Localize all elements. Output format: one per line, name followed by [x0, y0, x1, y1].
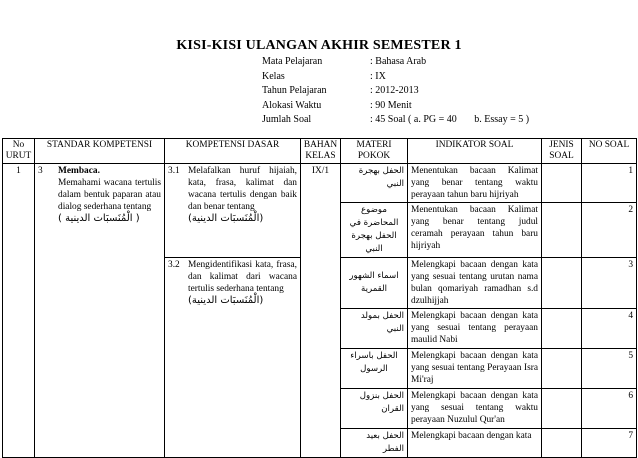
no-soal-cell: 5 [582, 349, 637, 389]
indikator-cell: Melengkapi bacaan dengan kata [408, 429, 542, 458]
table-row [3, 164, 637, 203]
materi-cell: الحفل بنزول القران [341, 389, 408, 429]
header-no-soal: NO SOAL [582, 139, 637, 164]
meta-row [262, 113, 529, 128]
indikator-cell: Melengkapi bacaan dengan kata yang sesuai tentang waktu perayaan Nuzulul Qur'an [408, 389, 542, 429]
header-indikator-soal: INDIKATOR SOAL [408, 139, 542, 164]
kd-content [188, 259, 297, 307]
standar-title: Membaca. [58, 166, 100, 176]
no-soal-cell: 1 [582, 164, 637, 203]
meta-label: Tahun Pelajaran [262, 85, 327, 96]
indikator-cell: Melengkapi bacaan dengan kata yang sesuai tentang perayaan maulid Nabi [408, 309, 542, 349]
kisi-kisi-table [2, 138, 637, 458]
meta-label: Kelas [262, 70, 285, 82]
meta-row [262, 99, 529, 114]
jenis-soal-cell [542, 164, 582, 203]
no-soal-cell: 7 [582, 429, 637, 458]
kd-cell-3-1 [165, 164, 301, 258]
kd-arabic: (الْمُنَسبَات الدينية) [188, 295, 264, 306]
meta-row [262, 84, 529, 99]
kd-content [188, 165, 297, 225]
meta-row [262, 70, 529, 85]
standar-arabic: ( الْمُنَسبَات الدينية ) [58, 213, 140, 224]
jenis-soal-cell [542, 429, 582, 458]
jenis-soal-cell [542, 258, 582, 309]
header-row [3, 139, 637, 164]
meta-value: : 90 Menit [370, 99, 412, 111]
materi-cell: الحفل باسراء الرسول [341, 349, 408, 389]
kd-number: 3.2 [168, 260, 180, 270]
kd-block [168, 165, 297, 225]
kd-block [168, 259, 297, 307]
meta-row [262, 55, 529, 70]
jenis-soal-cell [542, 389, 582, 429]
no-soal-cell: 6 [582, 389, 637, 429]
standar-content [58, 165, 161, 225]
kd-text: Melafalkan huruf hijaiah, kata, frasa, kalimat dan wacana tertulis dengan baik dan benar tentang [188, 166, 297, 212]
materi-cell: الحفل بمولد النبي [341, 309, 408, 349]
indikator-cell: Melengkapi bacaan dengan kata yang sesuai tentang urutan nama bulan qomariyah ramadhan s.d dzulhijjah [408, 258, 542, 309]
meta-value: : IX [370, 70, 386, 82]
meta-block [262, 55, 529, 128]
jenis-soal-cell [542, 203, 582, 258]
kd-text: Mengidentifikasi kata, frasa, dan kalimat dari wacana tertulis sederhana tentang [188, 260, 297, 294]
bahan-kelas-cell: IX/1 [301, 164, 341, 458]
jenis-soal-cell [542, 349, 582, 389]
meta-value: : Bahasa Arab [370, 56, 427, 67]
document-title: KISI-KISI ULANGAN AKHIR SEMESTER 1 [176, 38, 462, 53]
standar-description: Memahami wacana tertulis dalam bentuk paparan atau dialog sederhana tentang [58, 178, 161, 212]
kd-arabic: (الْمُنَسبَات الدينية) [188, 213, 264, 224]
no-soal-cell: 4 [582, 309, 637, 349]
materi-cell: الحفل بعيد الفطر [341, 429, 408, 458]
indikator-cell: Menentukan bacaan Kalimat yang benar tentang judul ceramah perayaan tahun baru hijriyah [408, 203, 542, 258]
header-standar-kompetensi: STANDAR KOMPETENSI [35, 139, 165, 164]
materi-cell: الحفل بهجرة النبي [341, 164, 408, 203]
jenis-soal-cell [542, 309, 582, 349]
meta-value: : 2012-2013 [370, 85, 419, 96]
header-bahan-kelas: BAHAN KELAS [301, 139, 341, 164]
header-no-urut: No URUT [3, 139, 35, 164]
kd-cell-3-2 [165, 258, 301, 458]
no-soal-cell: 2 [582, 203, 637, 258]
header-materi-pokok: MATERI POKOK [341, 139, 408, 164]
standar-block [38, 165, 161, 225]
materi-cell: موضوع المحاضرة في الحفل بهجرة النبي [341, 203, 408, 258]
meta-label: Alokasi Waktu [262, 99, 322, 111]
meta-label: Jumlah Soal [262, 114, 312, 125]
no-urut-cell: 1 [3, 164, 35, 458]
header-kompetensi-dasar: KOMPETENSI DASAR [165, 139, 301, 164]
meta-label: Mata Pelajaran [262, 56, 323, 67]
meta-value: : 45 Soal ( a. PG = 40 b. Essay = 5 ) [370, 114, 530, 125]
indikator-cell: Melengkapi bacaan dengan kata yang sesuai tentang Perayaan Isra Mi'raj [408, 349, 542, 389]
standar-number: 3 [38, 166, 43, 176]
materi-cell: اسماء الشهور القمرية [341, 258, 408, 309]
no-soal-cell: 3 [582, 258, 637, 309]
standar-kompetensi-cell [35, 164, 165, 458]
kd-number: 3.1 [168, 166, 180, 176]
header-jenis-soal: JENIS SOAL [542, 139, 582, 164]
indikator-cell: Menentukan bacaan Kalimat yang benar tentang waktu perayaan tahun baru hijriyah [408, 164, 542, 203]
